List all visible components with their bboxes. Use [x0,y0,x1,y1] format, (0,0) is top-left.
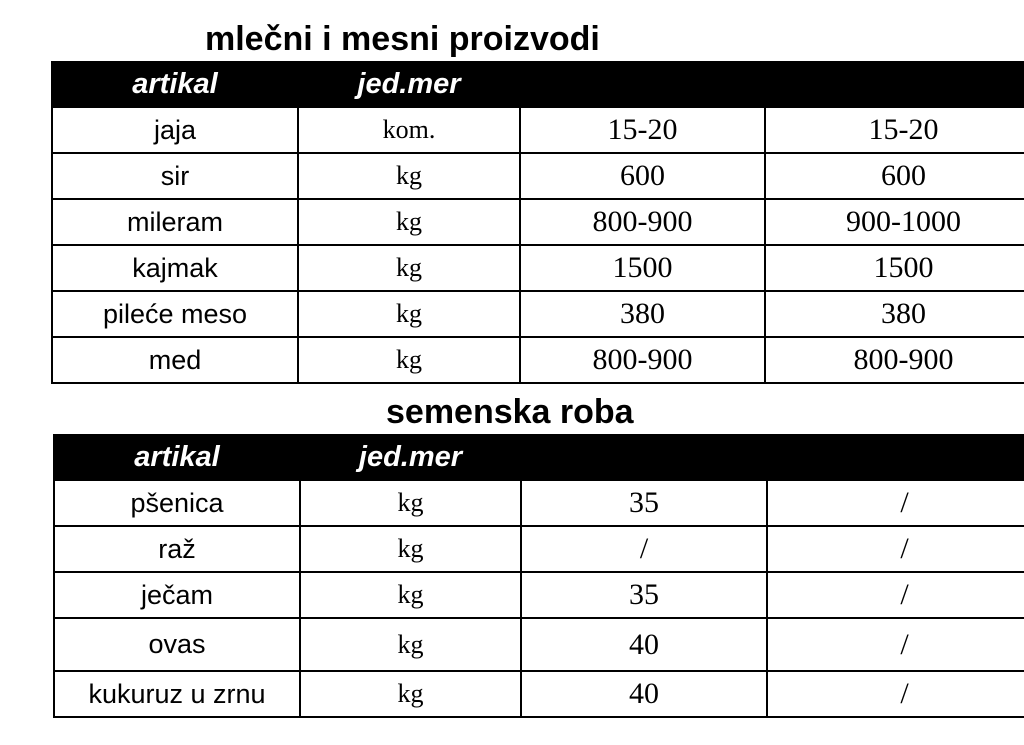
item-value-1: 40 [521,618,767,671]
item-name: pileće meso [52,291,298,337]
column-header-unit: jed.mer [300,435,521,480]
table-row [52,291,1024,337]
column-header-value-2 [767,435,1024,480]
item-value-1: / [521,526,767,572]
table-row [54,526,1024,572]
item-unit: kg [300,618,521,671]
item-unit: kg [298,291,520,337]
dairy-meat-price-table [51,61,1024,384]
item-value-2: 380 [765,291,1024,337]
item-value-2: 600 [765,153,1024,199]
item-unit: kg [298,245,520,291]
item-name: jaja [52,107,298,153]
item-name: sir [52,153,298,199]
item-unit: kg [298,153,520,199]
table-header-row [52,62,1024,107]
seeds-price-table [53,434,1024,718]
item-value-1: 800-900 [520,199,765,245]
table-row [54,618,1024,671]
item-value-2: 15-20 [765,107,1024,153]
item-value-1: 600 [520,153,765,199]
item-value-2: / [767,526,1024,572]
item-value-2: / [767,671,1024,717]
table-row [52,153,1024,199]
section-title-seeds: semenska roba [386,393,634,431]
item-value-2: 1500 [765,245,1024,291]
item-value-1: 800-900 [520,337,765,383]
table-row [54,480,1024,526]
item-value-2: 800-900 [765,337,1024,383]
column-header-value-1 [520,62,765,107]
item-value-1: 35 [521,480,767,526]
table-row [54,671,1024,717]
item-unit: kg [298,337,520,383]
column-header-unit: jed.mer [298,62,520,107]
item-value-1: 15-20 [520,107,765,153]
column-header-item: artikal [54,435,300,480]
column-header-value-2 [765,62,1024,107]
item-name: med [52,337,298,383]
item-value-2: / [767,618,1024,671]
item-unit: kg [298,199,520,245]
item-unit: kg [300,572,521,618]
table-row [52,199,1024,245]
item-name: raž [54,526,300,572]
item-value-2: 900-1000 [765,199,1024,245]
item-unit: kg [300,671,521,717]
item-name: kukuruz u zrnu [54,671,300,717]
item-name: kajmak [52,245,298,291]
item-name: mileram [52,199,298,245]
item-value-1: 380 [520,291,765,337]
item-name: ječam [54,572,300,618]
item-value-1: 1500 [520,245,765,291]
table-row [54,572,1024,618]
item-name: pšenica [54,480,300,526]
table-header-row [54,435,1024,480]
item-name: ovas [54,618,300,671]
table-row [52,107,1024,153]
item-value-2: / [767,572,1024,618]
item-unit: kg [300,526,521,572]
table-row [52,245,1024,291]
item-unit: kg [300,480,521,526]
item-value-1: 35 [521,572,767,618]
item-value-2: / [767,480,1024,526]
item-unit: kom. [298,107,520,153]
column-header-value-1 [521,435,767,480]
item-value-1: 40 [521,671,767,717]
table-row [52,337,1024,383]
column-header-item: artikal [52,62,298,107]
section-title-dairy-meat: mlečni i mesni proizvodi [205,20,600,58]
